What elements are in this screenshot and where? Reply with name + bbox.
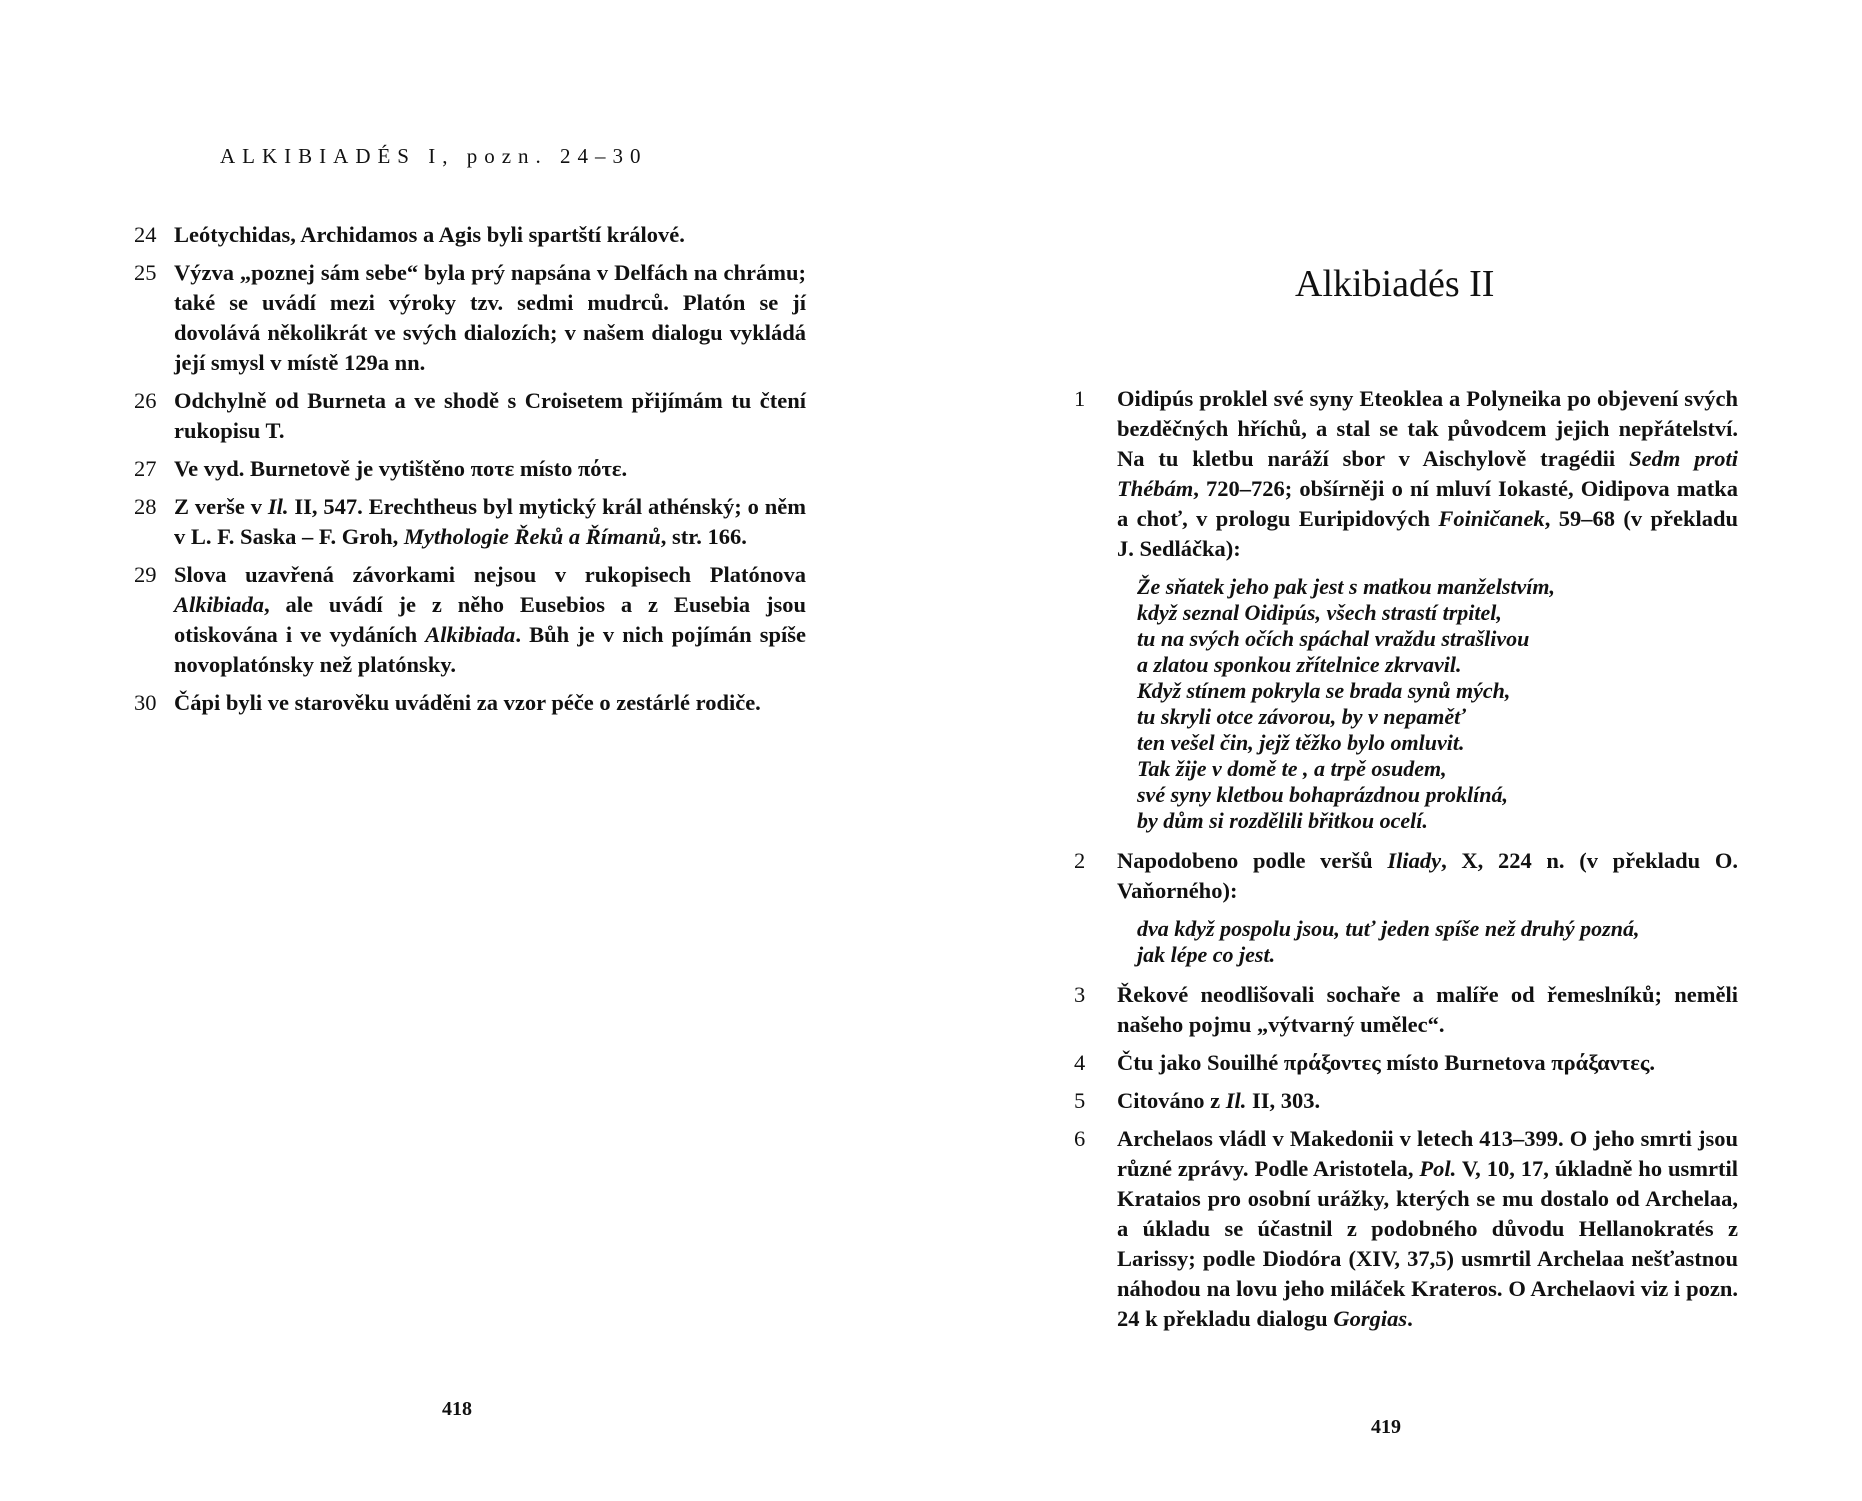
page-number: 418 [442, 1398, 472, 1420]
verse-quote [1137, 574, 1738, 834]
note-number: 4 [1074, 1050, 1086, 1075]
verse-line: Když stínem pokryla se brada synů mých, [1137, 678, 1511, 703]
note-number: 2 [1074, 848, 1086, 873]
note-text: Čtu jako Souilhé πράξοντες místo Burnetova πράξαντες. [1117, 1050, 1656, 1075]
verse-line: tu na svých očích spáchal vraždu strašlivou [1137, 626, 1530, 651]
note-number: 30 [134, 690, 157, 715]
play-title: Sedm proti Thébám [1117, 446, 1738, 501]
verse-line: své syny kletbou bohaprázdnou proklíná, [1137, 782, 1508, 807]
note-4 [1074, 1048, 1738, 1078]
note-number: 26 [134, 388, 157, 413]
note-text-a: Oidipús proklel své syny Eteoklea a Polyneika po objevení svých bezděčných hříchů, a stal se tak původcem jejich nepřátelství. Na tu kletbu naráží sbor v Aischylově tragédii [1117, 386, 1738, 471]
citation-iliad: Il. [267, 494, 289, 519]
running-head: ALKIBIADÉS I, pozn. 24–30 [220, 144, 648, 168]
citation-iliad: Il. [1225, 1088, 1247, 1113]
note-text: Odchylně od Burneta a ve shodě s Croisetem přijímám tu čtení rukopisu T. [174, 388, 806, 443]
note-29 [134, 560, 806, 680]
note-27 [134, 454, 806, 484]
note-text-e: . Bůh je v nich pojímán spíše novoplatónsky než platónsky. [174, 622, 806, 677]
note-text-c: V, 10, 17, úkladně ho usmrtil Krataios pro osobní urážky, kterých se mu dostalo od Archelaa, a úkladu se účastnil z podobného důvodu Hellanokratés z Larissy; podle Diodóra (XIV, 37,5) usmrtil Archelaa nešťastnou náhodou na lovu jeho miláček Krateros. O Archelaovi viz i pozn. 24 k překladu dialogu [1117, 1156, 1738, 1331]
note-text: Výzva „poznej sám sebe“ byla prý napsána v Delfách na chrámu; také se uvádí mezi výroky tzv. sedmi mudrců. Platón se jí dovolává několikrát ve svých dialozích; v našem dialogu vykládá její smysl v místě 129a nn. [174, 260, 806, 375]
note-30 [134, 688, 806, 718]
dialogue-title: Alkibiada [425, 622, 516, 647]
note-28 [134, 492, 806, 552]
note-25 [134, 258, 806, 378]
note-text-a: Slova uzavřená závorkami nejsou v rukopisech Platónova [174, 562, 806, 587]
verse-line: ten vešel čin, jejž těžko bylo omluvit. [1137, 730, 1465, 755]
note-text: Řekové neodlišovali sochaře a malíře od řemeslníků; neměli našeho pojmu „výtvarný umělec“. [1117, 982, 1738, 1037]
note-number: 28 [134, 494, 157, 519]
note-text-a: Napodobeno podle veršů [1117, 848, 1388, 873]
note-text-e: , str. 166. [660, 524, 747, 549]
verse-line: tu skryli otce závorou, by v nepaměť [1137, 704, 1466, 729]
dialogue-title: Gorgias [1333, 1306, 1408, 1331]
verse-line: dva když pospolu jsou, tuť jeden spíše než druhý pozná, [1137, 916, 1640, 941]
citation-politics: Pol. [1419, 1156, 1457, 1181]
note-text-e: , 59–68 (v překladu J. Sedláčka): [1117, 506, 1738, 561]
note-number: 1 [1074, 386, 1086, 411]
verse-line: když seznal Oidipús, všech strastí trpitel, [1137, 600, 1502, 625]
note-number: 6 [1074, 1126, 1086, 1151]
note-text-c: , X, 224 n. (v překladu O. Vaňorného): [1117, 848, 1738, 903]
note-26 [134, 386, 806, 446]
note-number: 27 [134, 456, 157, 481]
note-text-a: Z verše v [174, 494, 268, 519]
section-title: Alkibiadés II [1295, 263, 1495, 305]
note-6 [1074, 1124, 1738, 1334]
verse-line: Že sňatek jeho pak jest s matkou manželstvím, [1137, 574, 1556, 599]
right-page [931, 0, 1862, 1501]
note-text-c: II, 303. [1246, 1088, 1321, 1113]
note-number: 5 [1074, 1088, 1086, 1113]
notes-list-right [1074, 384, 1738, 1342]
verse-quote [1137, 916, 1738, 968]
verse-line: jak lépe co jest. [1137, 942, 1276, 967]
note-text-e: . [1407, 1306, 1413, 1331]
verse-line: by dům si rozdělili břitkou ocelí. [1137, 808, 1428, 833]
play-title: Foiničanek [1438, 506, 1545, 531]
note-text: Čápi byli ve starověku uváděni za vzor péče o zestárlé rodiče. [174, 690, 761, 715]
verse-line: a zlatou sponkou zřítelnice zkrvavil. [1137, 652, 1462, 677]
note-2 [1074, 846, 1738, 968]
book-title: Mythologie Řeků a Římanů [403, 524, 661, 549]
note-text-c: , 720–726; obšírněji o ní mluví Iokasté, Oidipova matka a choť, v prologu Euripidových [1117, 476, 1738, 531]
note-number: 29 [134, 562, 157, 587]
note-1 [1074, 384, 1738, 834]
note-24 [134, 220, 806, 250]
note-number: 3 [1074, 982, 1086, 1007]
citation-iliad: Iliady [1387, 848, 1442, 873]
note-text-a: Citováno z [1117, 1088, 1226, 1113]
note-text: Leótychidas, Archidamos a Agis byli spartští králové. [174, 222, 685, 247]
page-number: 419 [1371, 1416, 1401, 1438]
note-text-a: Archelaos vládl v Makedonii v letech 413–399. O jeho smrti jsou různé zprávy. Podle Aristotela, [1117, 1126, 1738, 1181]
note-text-c: , ale uvádí je z něho Eusebios a z Eusebia jsou otiskována i ve vydáních [174, 592, 806, 647]
note-text: Ve vyd. Burnetově je vytištěno ποτε místo πότε. [174, 456, 628, 481]
verse-line: Tak žije v domě te , a trpě osudem, [1137, 756, 1447, 781]
note-5 [1074, 1086, 1738, 1116]
dialogue-title: Alkibiada [174, 592, 265, 617]
note-3 [1074, 980, 1738, 1040]
note-number: 25 [134, 260, 157, 285]
note-text-c: II, 547. Erechtheus byl mytický král athénský; o něm v L. F. Saska – F. Groh, [174, 494, 806, 549]
notes-list-left [134, 220, 806, 726]
note-number: 24 [134, 222, 157, 247]
